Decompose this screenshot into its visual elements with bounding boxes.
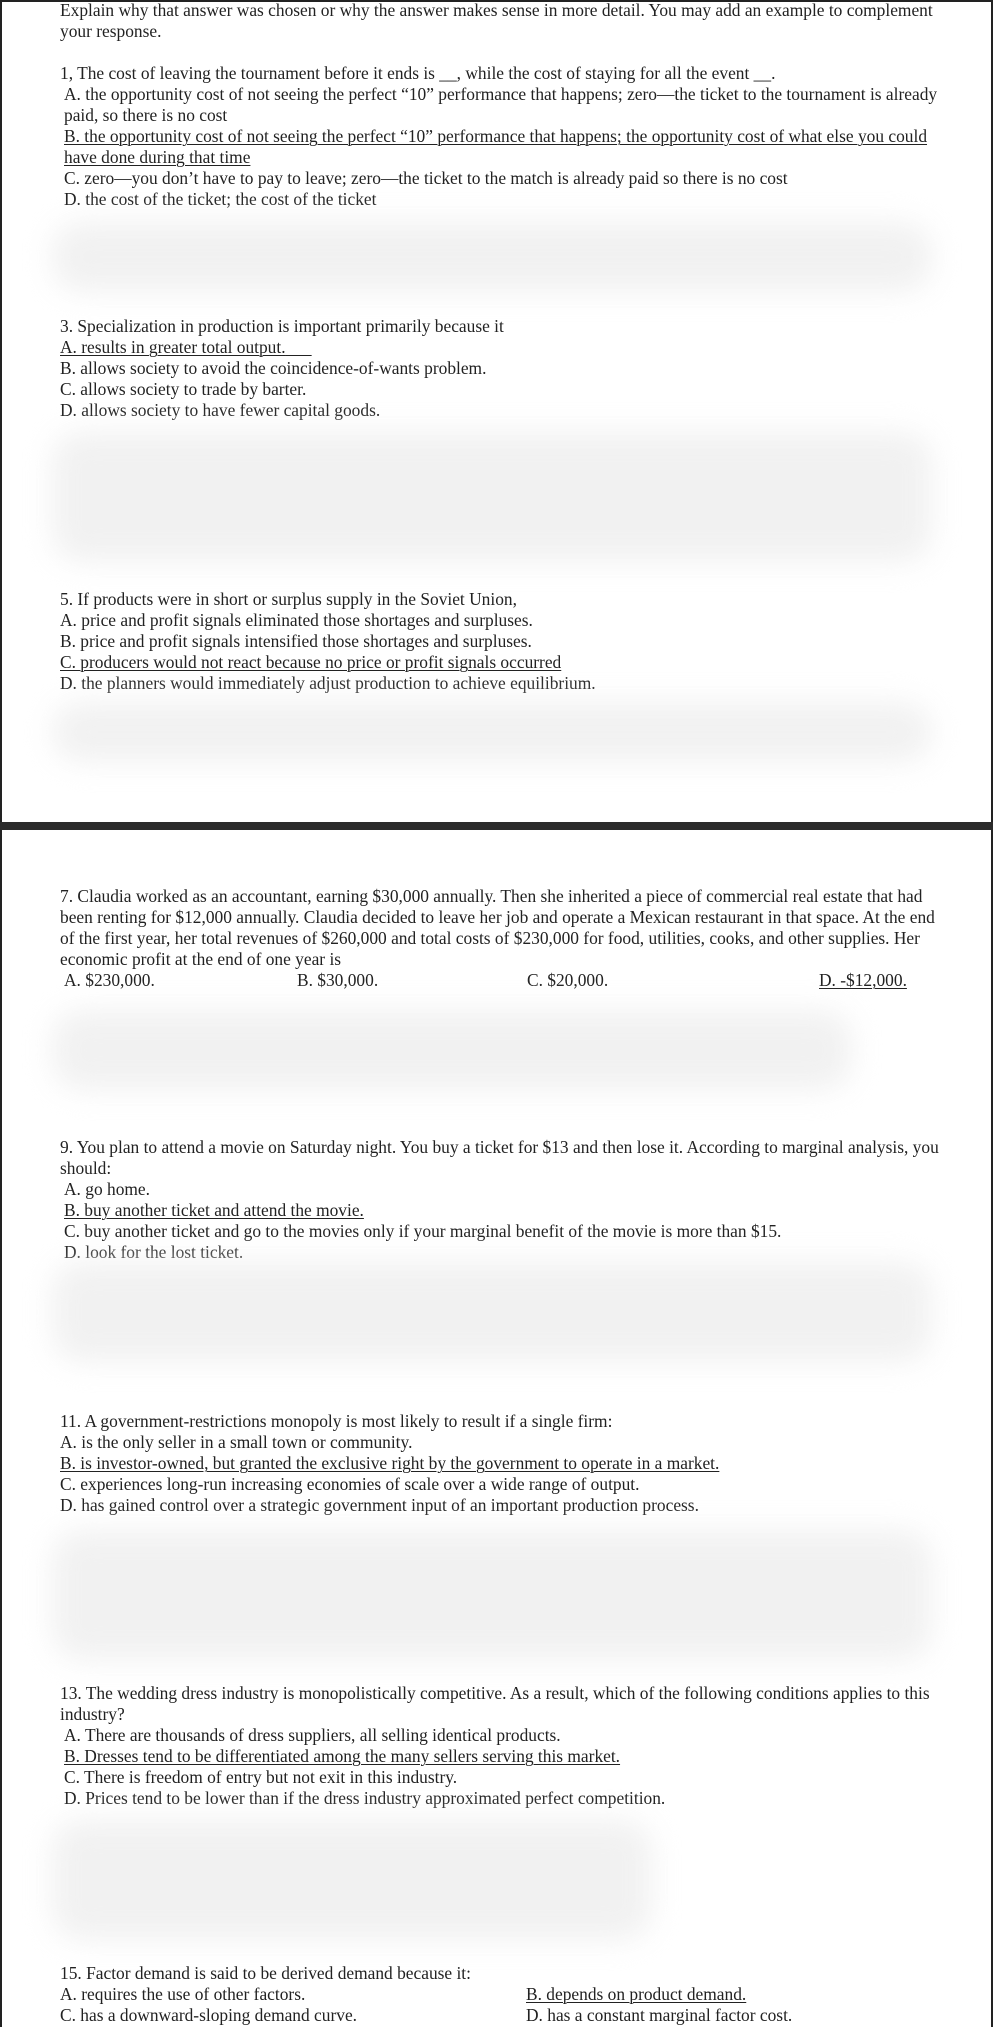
option-d: D. the cost of the ticket; the cost of the ticket — [64, 189, 377, 209]
option-b: B. price and profit signals intensified those shortages and surpluses. — [60, 631, 532, 651]
question-13 — [60, 1683, 960, 1809]
option-c: C. allows society to trade by barter. — [60, 379, 307, 399]
page-separator — [0, 822, 993, 830]
question-7 — [60, 886, 950, 991]
option-b-selected: B. depends on product demand. — [526, 1984, 747, 2004]
option-c: C. $20,000. — [527, 970, 609, 990]
document-page-2 — [0, 830, 993, 2027]
options-grid — [60, 1984, 960, 2026]
question-5 — [60, 589, 960, 694]
redacted-explanation — [52, 1010, 852, 1090]
option-a: A. There are thousands of dress suppliers, all selling identical products. — [64, 1725, 561, 1745]
question-stem: 1, The cost of leaving the tournament before it ends is __, while the cost of staying for all the event __. — [60, 63, 776, 83]
option-d: D. look for the lost ticket. — [64, 1242, 244, 1262]
option-d: D. allows society to have fewer capital goods. — [60, 400, 381, 420]
option-b-selected: B. is investor-owned, but granted the exclusive right by the government to operate in a market. — [60, 1453, 720, 1473]
option-d: D. has gained control over a strategic government input of an important production process. — [60, 1495, 699, 1515]
option-a: A. the opportunity cost of not seeing the perfect “10” performance that happens; zero—the ticket to the tournament is already paid, so there is no cost — [64, 84, 938, 125]
question-stem: 7. Claudia worked as an accountant, earning $30,000 annually. Then she inherited a piece of commercial real estate that had been renting for $12,000 annually. Claudia decided to leave her job and operate a Mexican restaurant in that space. At the end of the first year, her total revenues of $260,000 and total costs of $230,000 for food, utilities, cooks, and other supplies. Her economic profit at the end of one year is — [60, 886, 935, 969]
option-a: A. go home. — [64, 1179, 150, 1199]
question-stem: 9. You plan to attend a movie on Saturday night. You buy a ticket for $13 and then lose it. According to marginal analysis, you should: — [60, 1137, 939, 1178]
option-c: C. zero—you don’t have to pay to leave; zero—the ticket to the match is already paid so there is no cost — [64, 168, 788, 188]
option-a: A. $230,000. — [64, 970, 155, 990]
option-b: B. $30,000. — [297, 970, 379, 990]
redacted-explanation — [52, 432, 932, 562]
option-a-selected: A. results in greater total output. — [60, 337, 286, 357]
document-page-1 — [0, 0, 993, 822]
redacted-explanation — [52, 702, 932, 762]
options-row — [60, 970, 950, 991]
option-c-selected: C. producers would not react because no price or profit signals occurred — [60, 652, 562, 672]
question-9 — [60, 1137, 960, 1263]
redacted-explanation — [52, 1262, 932, 1362]
question-11 — [60, 1411, 960, 1516]
option-a: A. price and profit signals eliminated those shortages and surpluses. — [60, 610, 533, 630]
question-stem: 15. Factor demand is said to be derived demand because it: — [60, 1963, 471, 1983]
redacted-explanation — [52, 222, 932, 292]
option-b-selected: B. buy another ticket and attend the movie. — [64, 1200, 364, 1220]
question-3 — [60, 316, 960, 421]
option-b-selected: B. Dresses tend to be differentiated among the many sellers serving this market. — [64, 1746, 621, 1766]
question-15 — [60, 1963, 960, 2026]
option-b-selected: B. the opportunity cost of not seeing the perfect “10” performance that happens; the opportunity cost of what else you could have done during that time — [64, 126, 928, 167]
instructions-text: Explain why that answer was chosen or why the answer makes sense in more detail. You may add an example to complement your response. — [60, 0, 933, 41]
question-stem: 13. The wedding dress industry is monopolistically competitive. As a result, which of the following conditions applies to this industry? — [60, 1683, 930, 1724]
option-c: C. experiences long-run increasing economies of scale over a wide range of output. — [60, 1474, 640, 1494]
option-c: C. buy another ticket and go to the movies only if your marginal benefit of the movie is more than $15. — [64, 1221, 782, 1241]
question-1 — [60, 63, 960, 210]
option-d: D. the planners would immediately adjust production to achieve equilibrium. — [60, 673, 596, 693]
option-b: B. allows society to avoid the coincidence-of-wants problem. — [60, 358, 487, 378]
question-stem: 3. Specialization in production is important primarily because it — [60, 316, 504, 336]
option-a: A. is the only seller in a small town or community. — [60, 1432, 413, 1452]
redacted-explanation — [52, 1530, 932, 1660]
redacted-explanation — [52, 1820, 652, 1940]
option-d-selected: D. -$12,000. — [819, 970, 907, 990]
option-a: A. requires the use of other factors. — [60, 1984, 306, 2004]
question-stem: 5. If products were in short or surplus supply in the Soviet Union, — [60, 589, 517, 609]
option-d: D. has a constant marginal factor cost. — [526, 2005, 793, 2025]
option-c: C. has a downward-sloping demand curve. — [60, 2005, 358, 2025]
question-stem: 11. A government-restrictions monopoly is most likely to result if a single firm: — [60, 1411, 613, 1431]
option-d: D. Prices tend to be lower than if the dress industry approximated perfect competition. — [64, 1788, 666, 1808]
option-c: C. There is freedom of entry but not exit in this industry. — [64, 1767, 458, 1787]
